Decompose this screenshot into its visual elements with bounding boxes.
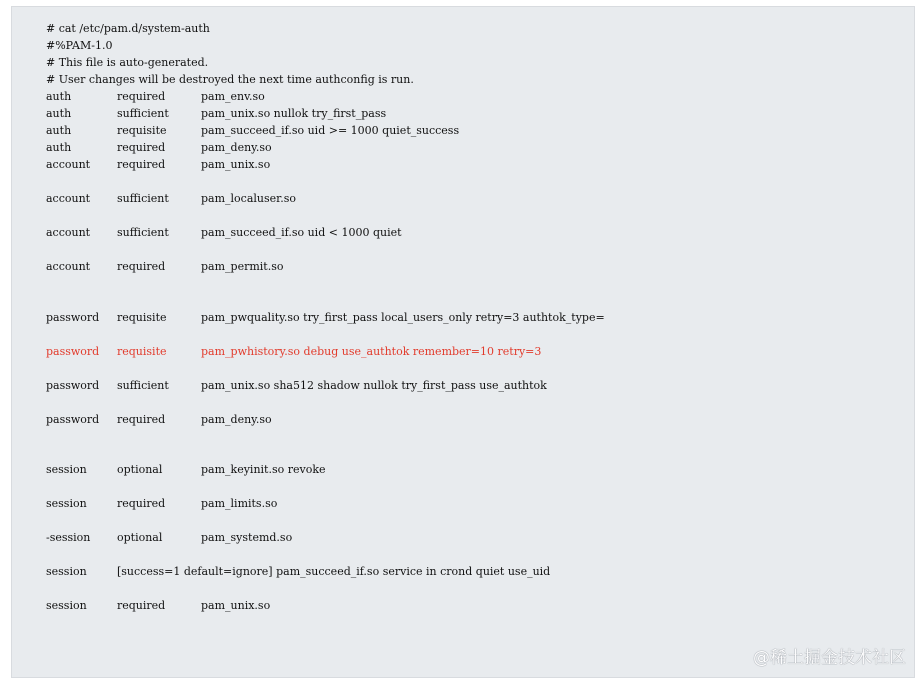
code-line-entry [46, 495, 278, 512]
module-path: pam_keyinit.so revoke [201, 463, 326, 476]
code-line-entry [46, 377, 547, 394]
control-flag: required [117, 158, 166, 171]
control-flag: required [117, 260, 166, 273]
code-line-entry [46, 529, 293, 546]
code-line-highlighted [46, 343, 542, 360]
module-path: pam_succeed_if.so uid < 1000 quiet [201, 226, 402, 239]
module-type: account [46, 260, 91, 273]
module-type: auth [46, 107, 72, 120]
module-type: password [46, 379, 100, 392]
code-line-entry [46, 122, 460, 139]
module-type: password [46, 413, 100, 426]
control-flag: sufficient [117, 192, 169, 205]
control-flag: required [117, 141, 166, 154]
control-flag: required [117, 413, 166, 426]
code-line-entry [46, 411, 272, 428]
module-path: pam_pwquality.so try_first_pass local_users_only retry=3 authtok_type= [201, 311, 605, 324]
code-line-pam-version: #%PAM-1.0 [46, 39, 113, 52]
module-type: auth [46, 90, 72, 103]
control-flag: required [117, 90, 166, 103]
control-flag: optional [117, 463, 163, 476]
module-type: -session [46, 531, 91, 544]
code-line-comment: # This file is auto-generated. [46, 56, 209, 69]
control-flag: requisite [117, 311, 167, 324]
code-line-entry [46, 139, 272, 156]
module-type: session [46, 463, 87, 476]
module-type: account [46, 192, 91, 205]
module-path: pam_pwhistory.so debug use_authtok remember=10 retry=3 [201, 345, 542, 358]
control-flag: sufficient [117, 379, 169, 392]
code-line-entry [46, 105, 387, 122]
module-path: pam_succeed_if.so uid >= 1000 quiet_success [201, 124, 460, 137]
code-line-entry [46, 597, 271, 614]
module-type: session [46, 599, 87, 612]
module-path: pam_unix.so nullok try_first_pass [201, 107, 387, 120]
module-path: pam_deny.so [201, 141, 272, 154]
module-path: pam_unix.so [201, 158, 271, 171]
module-type: session [46, 497, 87, 510]
code-line-entry [46, 258, 284, 275]
module-type: auth [46, 124, 72, 137]
control-flag: requisite [117, 345, 167, 358]
code-line-entry [46, 309, 605, 326]
watermark: @稀土掘金技术社区 [753, 648, 906, 668]
control-flag: optional [117, 531, 163, 544]
code-line-entry [46, 224, 402, 241]
code-line-command: # cat /etc/pam.d/system-auth [46, 22, 210, 35]
code-line-entry [46, 190, 296, 207]
module-path: pam_limits.so [201, 497, 278, 510]
module-type: password [46, 345, 100, 358]
module-type: account [46, 226, 91, 239]
control-flag: sufficient [117, 226, 169, 239]
control-flag: required [117, 599, 166, 612]
code-content [46, 20, 605, 612]
module-path: pam_env.so [201, 90, 265, 103]
code-line-entry [46, 156, 271, 173]
control-flag: [success=1 default=ignore] pam_succeed_if.so service in crond quiet use_uid [117, 565, 551, 578]
module-path: pam_unix.so [201, 599, 271, 612]
code-line-entry [46, 88, 265, 105]
code-line-comment: # User changes will be destroyed the next time authconfig is run. [46, 73, 414, 86]
control-flag: sufficient [117, 107, 169, 120]
code-line-entry [46, 563, 551, 580]
module-type: password [46, 311, 100, 324]
module-path: pam_unix.so sha512 shadow nullok try_first_pass use_authtok [201, 379, 547, 392]
control-flag: requisite [117, 124, 167, 137]
module-type: account [46, 158, 91, 171]
module-type: auth [46, 141, 72, 154]
control-flag: required [117, 497, 166, 510]
module-type: session [46, 565, 87, 578]
module-path: pam_permit.so [201, 260, 284, 273]
module-path: pam_deny.so [201, 413, 272, 426]
module-path: pam_localuser.so [201, 192, 296, 205]
code-line-entry [46, 461, 326, 478]
module-path: pam_systemd.so [201, 531, 293, 544]
code-block [11, 6, 915, 678]
